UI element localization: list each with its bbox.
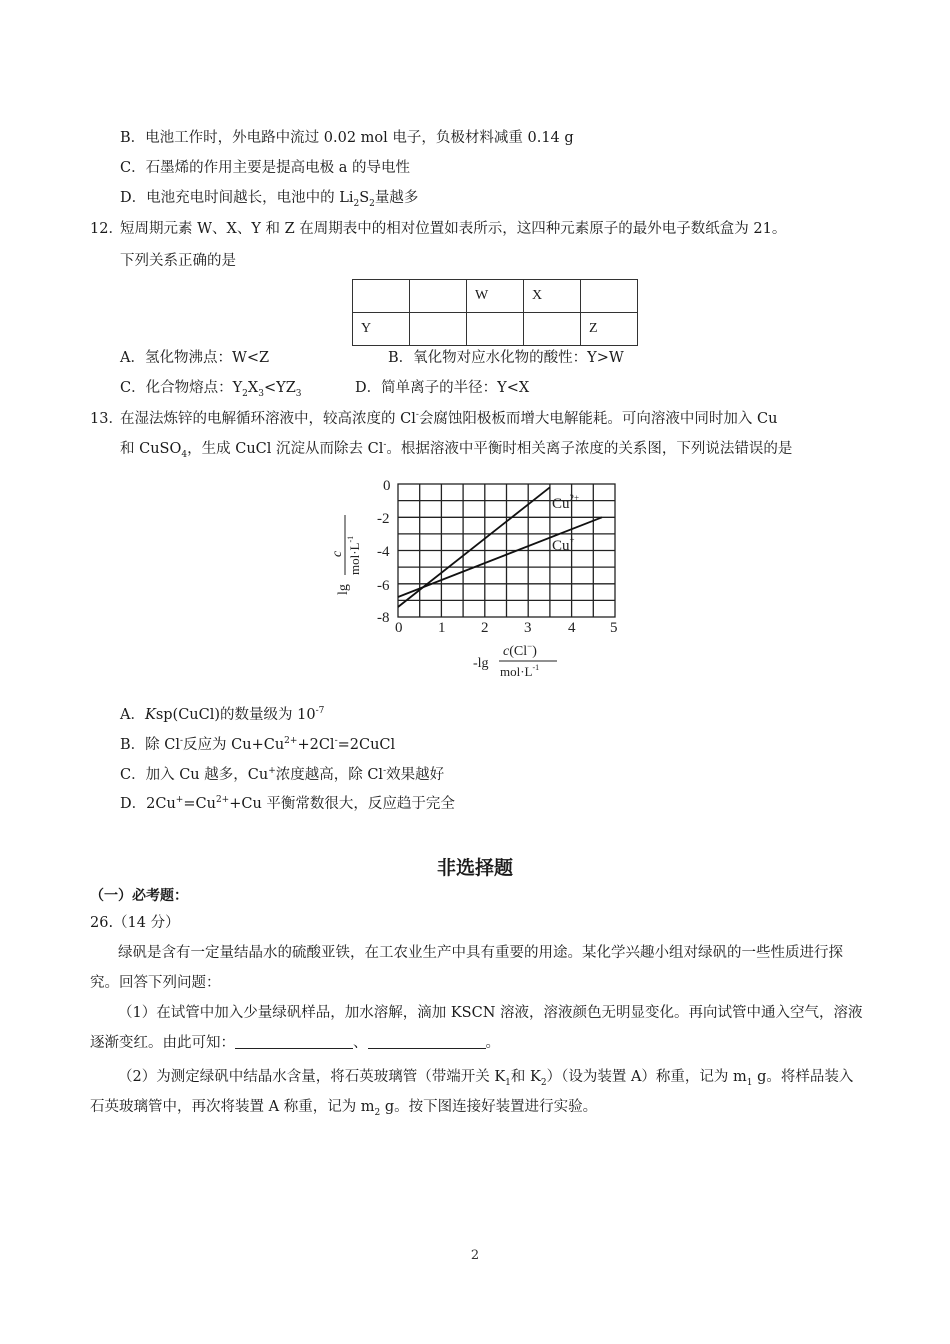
section-subtitle: （一）必考题： bbox=[90, 888, 188, 904]
q12-option-b: B．氧化物对应水化物的酸性：Y>W bbox=[388, 350, 624, 366]
section-title: 非选择题 bbox=[436, 857, 513, 879]
q26-part2: （2）为测定绿矾中结晶水含量，将石英玻璃管（带端开关 $K_1$和 $K_2$）（设为装置 A）称重，记为 $m_1$ g。将样品装入石英玻璃管中，再次将装置 A 称重，记为 $m_2$ g。按下图连接好装置进行实验。 bbox=[90, 1069, 854, 1118]
q11-option-c: C．石墨烯的作用主要是提高电极 a 的导电性 bbox=[120, 160, 410, 176]
svg-text:-8: -8 bbox=[377, 610, 390, 626]
concentration-chart bbox=[325, 470, 625, 695]
chart-grid bbox=[398, 484, 615, 617]
q13-number: 13． bbox=[90, 411, 123, 427]
table-cell: W bbox=[467, 280, 524, 313]
q11-option-b: B．电池工作时，外电路中流过 0.02 mol 电子，负极材料减重 0.14 g bbox=[120, 130, 574, 146]
q13-option-c: C．加入 Cu 越多，Cu+浓度越高，除 Cl-效果越好 bbox=[120, 766, 445, 783]
label-cu2plus: $Cu^{2+}$ bbox=[552, 493, 580, 512]
svg-text:1: 1 bbox=[438, 620, 446, 636]
svg-text:5: 5 bbox=[610, 620, 618, 636]
svg-text:0: 0 bbox=[395, 620, 403, 636]
q13-stem: 在湿法炼锌的电解循环溶液中，较高浓度的 Cl-会腐蚀阳极板而增大电解能耗。可向溶液中同时加入 Cu bbox=[120, 410, 778, 427]
q26-part1: （1）在试管中加入少量绿矾样品，加水溶解，滴加 KSCN 溶液，溶液颜色无明显变化。再向试管中通入空气，溶液逐渐变红。由此可知： 、 。 bbox=[90, 1005, 863, 1051]
table-cell: Z bbox=[581, 313, 638, 346]
q12-stem: 短周期元素 W、X、Y 和 Z 在周期表中的相对位置如表所示，这四种元素原子的最外电子数纸盒为 21。 bbox=[120, 221, 787, 237]
table-cell bbox=[353, 280, 410, 313]
page-number: 2 bbox=[470, 1248, 480, 1263]
svg-text:3: 3 bbox=[524, 620, 532, 636]
table-cell: Y bbox=[353, 313, 410, 346]
q26-intro: 绿矾是含有一定量结晶水的硫酸亚铁，在工农业生产中具有重要的用途。某化学兴趣小组对绿矾的一些性质进行探究。回答下列问题： bbox=[90, 945, 843, 991]
q13-stem-2: 和 CuSO$_4$，生成 CuCl 沉淀从而除去 Cl-。根据溶液中平衡时相关离子浓度的关系图，下列说法错误的是 bbox=[120, 440, 793, 460]
label-cuplus: Cu+ bbox=[552, 535, 575, 554]
periodic-table-fragment bbox=[352, 279, 638, 346]
q13-option-d: D．$2Cu^+=Cu^{2+}+Cu$ 平衡常数很大，反应趋于完全 bbox=[120, 795, 455, 812]
q11-option-d: D．电池充电时间越长，电池中的 $Li_2S_2$量越多 bbox=[120, 190, 419, 209]
q12-stem-2: 下列关系正确的是 bbox=[120, 253, 236, 269]
svg-text:-6: -6 bbox=[377, 578, 390, 594]
table-cell bbox=[524, 313, 581, 346]
svg-text:lg: lg bbox=[336, 584, 351, 595]
q13-option-b: B．除 Cl-反应为 $Cu+Cu^{2+}+2Cl^-=2CuCl$ bbox=[120, 736, 396, 753]
svg-text:c: c bbox=[330, 550, 345, 557]
svg-text:-2: -2 bbox=[377, 511, 390, 527]
q26-header: 26.（14 分） bbox=[90, 915, 180, 931]
q12-number: 12． bbox=[90, 221, 123, 237]
q13-option-a: A．Ksp(CuCl)的数量级为 $10^{-7}$ bbox=[120, 706, 325, 723]
svg-text:0: 0 bbox=[383, 478, 391, 494]
q12-option-c: C．化合物熔点：$Y_2X_3<YZ_3$ bbox=[120, 380, 302, 399]
table-cell bbox=[410, 280, 467, 313]
table-cell bbox=[410, 313, 467, 346]
table-cell: X bbox=[524, 280, 581, 313]
svg-text:2: 2 bbox=[481, 620, 489, 636]
svg-text:-4: -4 bbox=[377, 544, 390, 560]
svg-text:c(Cl−): c(Cl−) bbox=[503, 641, 537, 659]
q12-option-a: A．氢化物沸点：W<Z bbox=[120, 350, 270, 366]
svg-text:mol·L-1: $mol\cdot L^{-1}$ bbox=[346, 535, 362, 575]
answer-blank-1[interactable] bbox=[235, 1034, 353, 1049]
answer-blank-2[interactable] bbox=[368, 1034, 486, 1049]
table-cell bbox=[467, 313, 524, 346]
svg-text:mol·L-1: $mol\cdot L^{-1}$ bbox=[500, 663, 540, 679]
svg-text:-lg: -lg bbox=[473, 656, 489, 671]
svg-text:4: 4 bbox=[568, 620, 576, 636]
q12-option-d: D．简单离子的半径：Y<X bbox=[355, 380, 530, 396]
table-cell bbox=[581, 280, 638, 313]
